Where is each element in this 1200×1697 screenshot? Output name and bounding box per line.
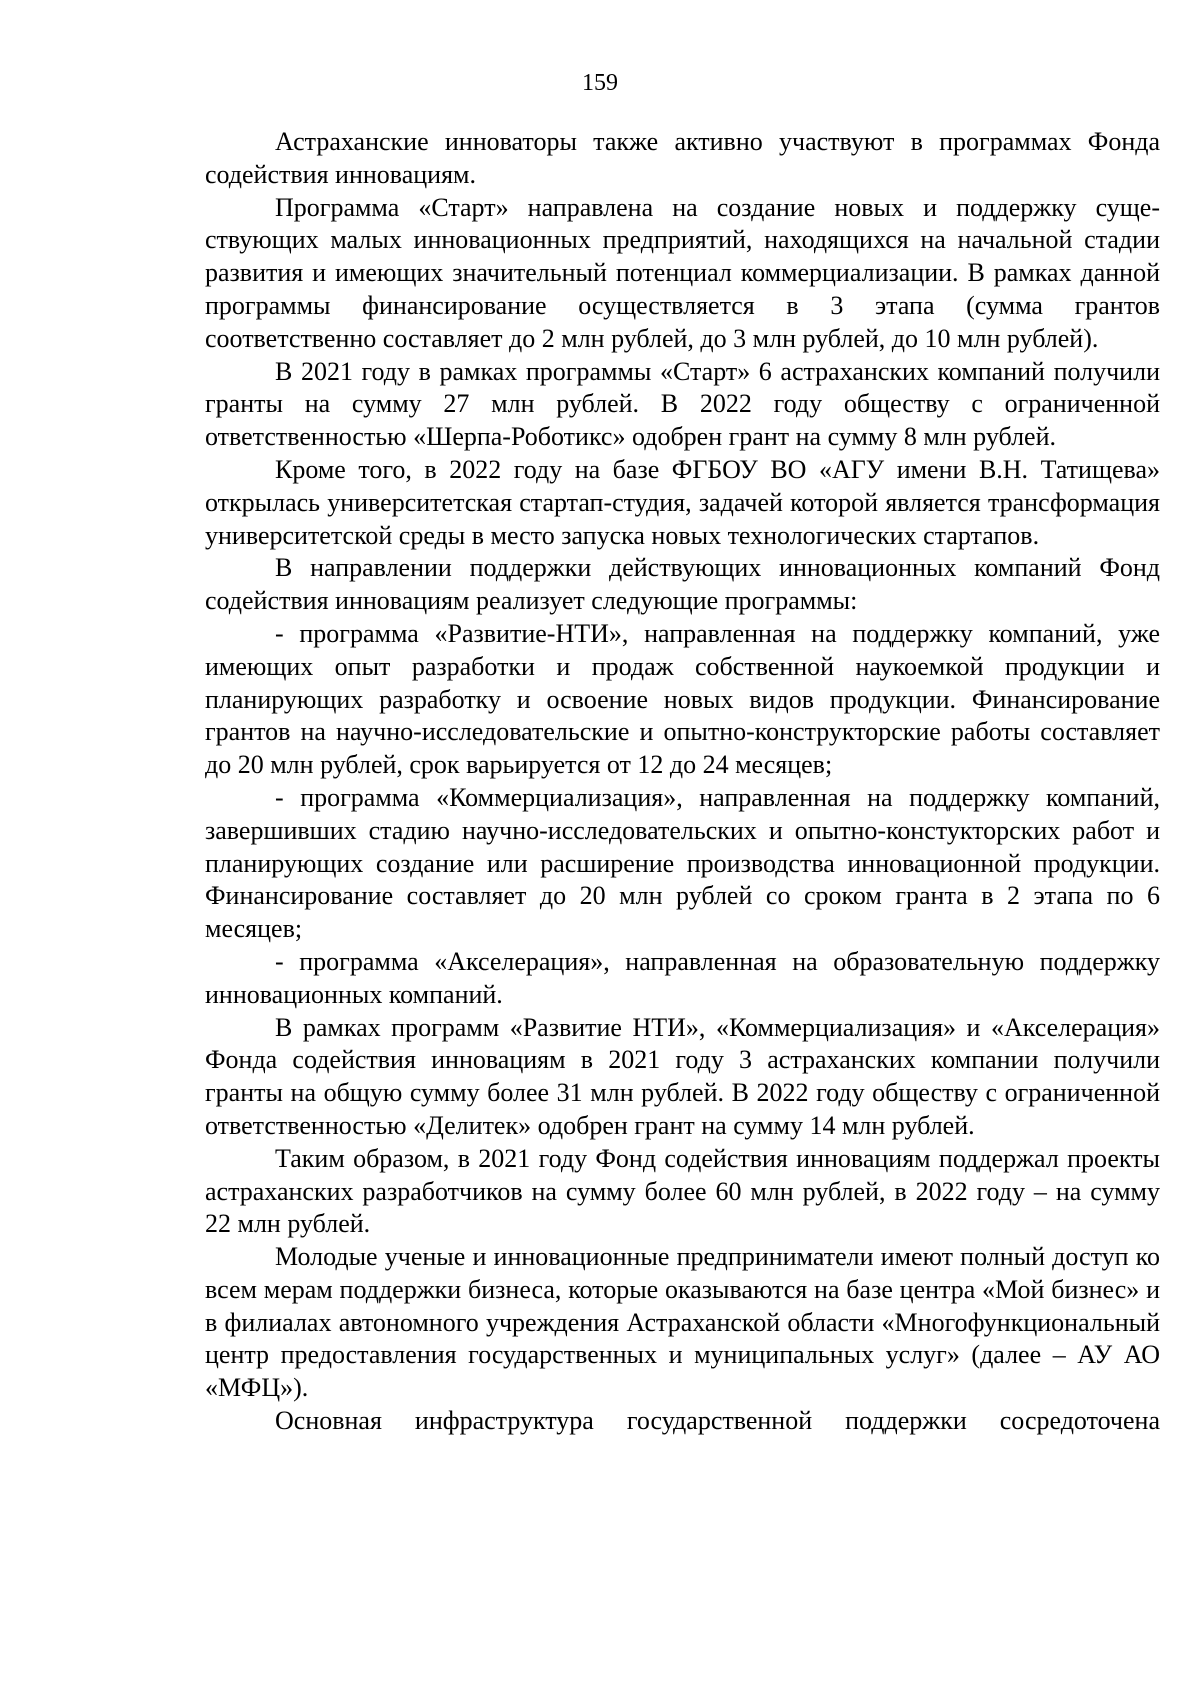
paragraph: Молодые ученые и инновационные предприниматели имеют полный доступ ко всем мерам поддержки бизнеса, которые оказываются на базе центра «Мой бизнес» и в филиалах автономного учреждения Астраханской области «Многофункциональный центр предоставления государственных и муниципальных услуг» (далее – АУ АО «МФЦ»). [205,1242,1160,1403]
paragraph: В 2021 году в рамках программы «Старт» 6 астраханских компаний получили гранты на сумму 27 млн рублей. В 2022 году обществу с ограниченной ответственностью «Шерпа-Роботикс» одобрен грант на сумму 8 млн рублей. [205,356,1160,452]
page-number: 159 [582,70,618,96]
paragraph: Программа «Старт» направлена на создание новых и поддержку существующих малых инновационных предприятий, находящихся на начальной стадии развития и имеющих значительный потенциал коммерциализации. В рамках данной программы финансирование осуществляется в 3 этапа (сумма грантов соответственно составляет до 2 млн рублей, до 3 млн рублей, до 10 млн рублей). [205,192,1160,353]
paragraph: В рамках программ «Развитие НТИ», «Коммерциализация» и «Акселерация» Фонда содействия инновациям в 2021 году 3 астраханских компании получили гранты на общую сумму более 31 млн рублей. В 2022 году обществу с ограниченной ответственностью «Делитек» одобрен грант на сумму 14 млн рублей. [205,1012,1160,1140]
paragraph: Кроме того, в 2022 году на базе ФГБОУ ВО «АГУ имени В.Н. Татищева» открылась университетская стартап-студия, задачей которой является трансформация университетской среды в место запуска новых технологических стартапов. [205,454,1160,550]
paragraph: Астраханские инноваторы также активно участвуют в программах Фонда содействия инновациям. [205,127,1160,189]
list-item: - программа «Развитие-НТИ», направленная на поддержку компаний, уже имеющих опыт разработки и продаж собственной наукоемкой продукции и планирующих разработку и освоение новых видов продукции. Финансирование грантов на научно-исследовательские и опытно-конструкторские работы составляет до 20 млн рублей, срок варьируется от 12 до 24 месяцев; [205,618,1160,780]
paragraph: Основная инфраструктура государственной поддержки сосредоточена [275,1406,1160,1436]
list-item: - программа «Коммерциализация», направленная на поддержку компаний, завершивших стадию научно-исследовательских и опытно-констукторских работ и планирующих создание или расширение производства инновационной продукции. Финансирование составляет до 20 млн рублей со сроком гранта в 2 этапа по 6 месяцев; [205,782,1160,944]
body-text [205,126,1160,1438]
paragraph: В направлении поддержки действующих инновационных компаний Фонд содействия инновациям реализует следующие программы: [205,553,1160,616]
paragraph: Таким образом, в 2021 году Фонд содействия инновациям поддержал проекты астраханских разработчиков на сумму более 60 млн рублей, в 2022 году – на сумму 22 млн рублей. [205,1143,1160,1239]
list-item: - программа «Акселерация», направленная на образовательную поддержку инновационных компаний. [205,946,1160,1009]
